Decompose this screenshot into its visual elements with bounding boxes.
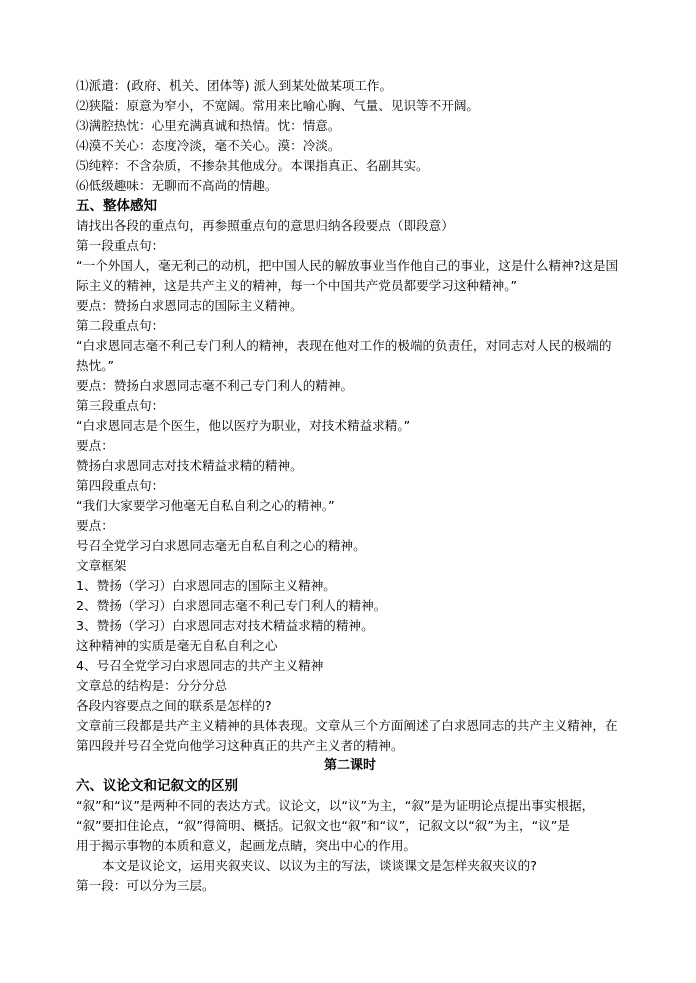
text-line: ⑹低级趣味：无聊而不高尚的情趣。: [76, 178, 278, 193]
document-body: [76, 76, 624, 896]
text-line: 文章前三段都是共产主义精神的具体表现。文章从三个方面阐述了白求恩同志的共产主义精神，在: [76, 718, 618, 733]
text-line: 1、赞扬（学习）白求恩同志的国际主义精神。: [76, 578, 336, 593]
text-line: 际主义的精神，这是共产主义的精神，每一个中国共产党员都要学习这种精神。”: [76, 278, 518, 293]
text-line: 第一段重点句：: [76, 238, 165, 253]
paragraph-line: 本文是议论文，运用夹叙夹议、以议为主的写法，谈谈课文是怎样夹叙夹议的?: [102, 858, 537, 873]
text-line: 3、赞扬（学习）白求恩同志对技术精益求精的精神。: [76, 618, 374, 633]
text-line: “叙”和“议”是两种不同的表达方式。议论文，以“议”为主，“叙”是为证明论点提出事实根据，: [76, 798, 595, 813]
text-line: 文章框架: [76, 558, 127, 573]
text-line: 要点：: [76, 438, 114, 453]
text-line: 要点：赞扬白求恩同志的国际主义精神。: [76, 298, 303, 313]
text-line: “白求恩同志是个医生，他以医疗为职业，对技术精益求精。”: [76, 418, 411, 433]
text-line: 文章总的结构是：分分分总: [76, 678, 228, 693]
text-line: 第四段并号召全党向他学习这种真正的共产主义者的精神。: [76, 738, 404, 753]
text-line: “我们大家要学习他毫无自私自利之心的精神。”: [76, 498, 335, 513]
section-heading: 五、整体感知: [76, 198, 157, 214]
text-line: 要点：: [76, 518, 114, 533]
text-line: 请找出各段的重点句，再参照重点句的意思归纳各段要点（即段意）: [76, 218, 454, 233]
text-line: ⑸纯粹：不含杂质，不掺杂其他成分。本课指真正、名副其实。: [76, 158, 429, 173]
text-line: 要点：赞扬白求恩同志毫不利己专门利人的精神。: [76, 378, 354, 393]
text-line: 第三段重点句：: [76, 398, 165, 413]
text-line: ⑶满腔热忱：心里充满真诚和热情。忱：情意。: [76, 118, 341, 133]
text-line: 赞扬白求恩同志对技术精益求精的精神。: [76, 458, 303, 473]
text-line: 号召全党学习白求恩同志毫无自私自利之心的精神。: [76, 538, 366, 553]
text-line: “白求恩同志毫不利己专门利人的精神，表现在他对工作的极端的负责任，对同志对人民的极端的: [76, 338, 612, 353]
section-heading: 六、议论文和记叙文的区别: [76, 778, 238, 794]
lesson-title: 第二课时: [323, 758, 376, 773]
text-line: 2、赞扬（学习）白求恩同志毫不利己专门利人的精神。: [76, 598, 387, 613]
text-line: 第一段：可以分为三层。: [76, 878, 215, 893]
text-line: 热忱。”: [76, 358, 115, 373]
text-line: 4、号召全党学习白求恩同志的共产主义精神: [76, 658, 324, 673]
text-line: 第二段重点句：: [76, 318, 165, 333]
text-line: “一个外国人，毫无利己的动机，把中国人民的解放事业当作他自己的事业，这是什么精神?这是国: [76, 258, 619, 273]
text-line: ⑵狭隘：原意为窄小，不宽阔。常用来比喻心胸、气量、见识等不开阔。: [76, 98, 479, 113]
text-line: ⑴派遣：(政府、机关、团体等) 派人到某处做某项工作。: [76, 78, 393, 93]
text-line: 各段内容要点之间的联系是怎样的?: [76, 698, 272, 713]
text-line: “叙”要扣住论点，“叙”得简明、概括。记叙文也“叙”和“议”，记叙文以“叙”为主，“议”是: [76, 818, 570, 833]
text-line: 这种精神的实质是毫无自私自利之心: [76, 638, 278, 653]
text-line: 用于揭示事物的本质和意义，起画龙点睛，突出中心的作用。: [76, 838, 417, 853]
text-line: 第四段重点句：: [76, 478, 165, 493]
text-line: ⑷漠不关心：态度冷淡，毫不关心。漠：冷淡。: [76, 138, 341, 153]
